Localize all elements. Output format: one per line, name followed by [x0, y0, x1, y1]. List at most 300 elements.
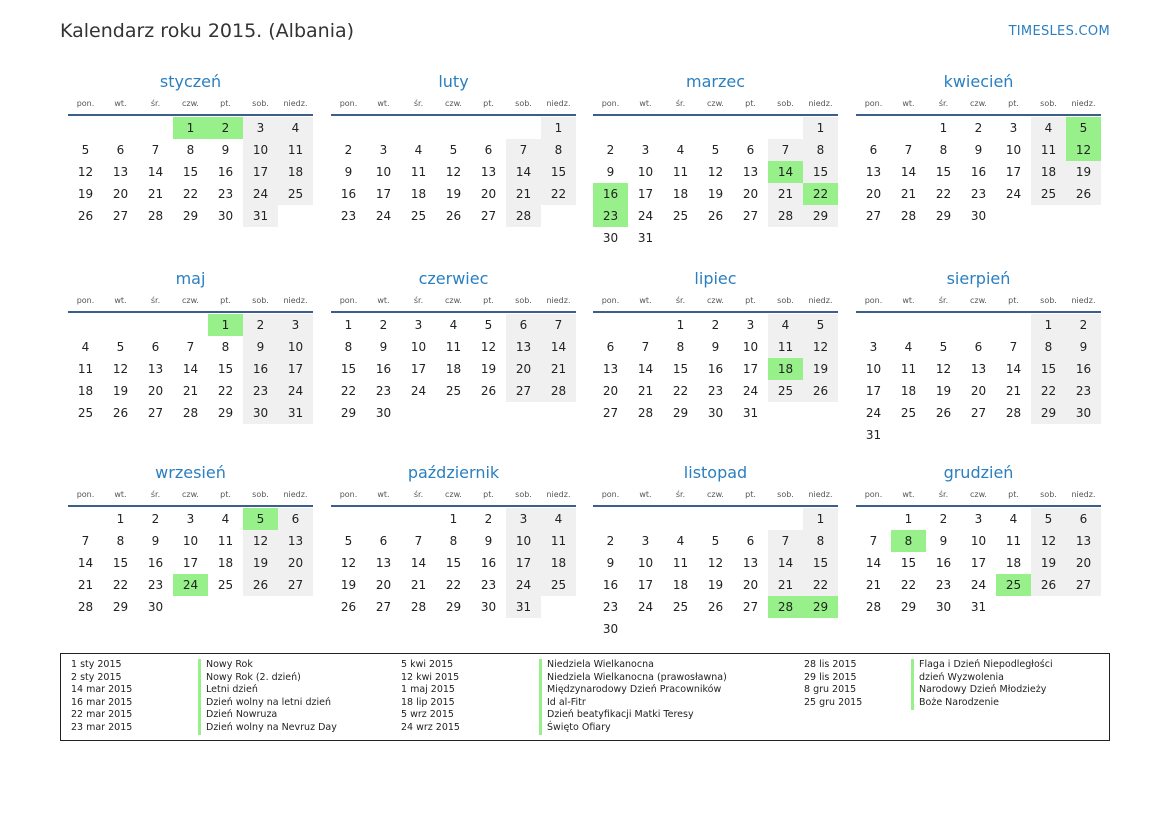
- day-cell: 4: [81, 340, 90, 354]
- weekday-label: wt.: [902, 490, 915, 499]
- day-cell: 30: [970, 209, 987, 223]
- empty-cell: [856, 508, 891, 530]
- weekday-label: pt.: [1008, 296, 1019, 305]
- day-cell: 26: [1031, 574, 1066, 596]
- day-cell: 17: [637, 187, 654, 201]
- legend-date: 12 kwi 2015: [401, 671, 460, 683]
- day-cell: 28: [410, 600, 427, 614]
- day-cell: 2: [379, 318, 388, 332]
- empty-cell: [961, 314, 996, 336]
- day-cell: 21: [410, 578, 427, 592]
- day-cell: 19: [112, 384, 129, 398]
- day-cell: 10: [278, 336, 313, 358]
- legend-holiday-name: dzień Wyzwolenia: [919, 671, 1004, 683]
- month-block: [593, 463, 838, 640]
- day-cell: 13: [865, 165, 882, 179]
- empty-cell: [68, 117, 103, 139]
- day-cell: 16: [602, 578, 619, 592]
- day-cell: 14: [410, 556, 427, 570]
- day-cell: 3: [641, 143, 650, 157]
- day-grid: [68, 508, 313, 618]
- empty-cell: [733, 508, 768, 530]
- day-cell: 17: [243, 161, 278, 183]
- month-name: sierpień: [946, 269, 1011, 288]
- empty-cell: [593, 314, 628, 336]
- day-cell: 16: [147, 556, 164, 570]
- day-cell: 15: [803, 161, 838, 183]
- day-cell: 23: [375, 384, 392, 398]
- day-cell: 30: [147, 600, 164, 614]
- day-cell: 22: [900, 578, 917, 592]
- day-cell: 14: [182, 362, 199, 376]
- day-cell: 5: [81, 143, 90, 157]
- day-cell: 6: [606, 340, 615, 354]
- empty-cell: [663, 117, 698, 139]
- month-block: [68, 269, 313, 424]
- day-cell: 25: [217, 578, 234, 592]
- day-cell: 14: [506, 161, 541, 183]
- weekday-header: [593, 488, 838, 502]
- weekday-label: czw.: [445, 490, 462, 499]
- month-divider: [593, 114, 838, 116]
- month-name: kwiecień: [943, 72, 1014, 91]
- month-name: lipiec: [694, 269, 737, 288]
- day-cell: 25: [445, 384, 462, 398]
- day-cell: 29: [112, 600, 129, 614]
- day-cell: 5: [116, 340, 125, 354]
- weekday-label: pon.: [601, 296, 620, 305]
- day-cell: 23: [217, 187, 234, 201]
- weekday-header: [593, 97, 838, 111]
- day-cell: 25: [768, 380, 803, 402]
- day-cell: 4: [768, 314, 803, 336]
- weekday-label: niedz.: [283, 490, 308, 499]
- day-cell: 25: [278, 183, 313, 205]
- weekday-label: pt.: [1008, 490, 1019, 499]
- day-cell: 11: [217, 534, 234, 548]
- day-cell: 4: [221, 512, 230, 526]
- legend-date: 24 wrz 2015: [401, 721, 460, 733]
- empty-cell: [138, 117, 173, 139]
- day-cell: 22: [935, 187, 952, 201]
- legend-dates-col-2: [401, 659, 460, 735]
- legend-date: 8 gru 2015: [804, 684, 857, 696]
- holiday-day-cell: 22: [803, 183, 838, 205]
- day-cell: 18: [672, 187, 689, 201]
- day-cell: 20: [480, 187, 497, 201]
- empty-cell: [593, 508, 628, 530]
- day-cell: 31: [278, 402, 313, 424]
- day-cell: 10: [1005, 143, 1022, 157]
- day-cell: 11: [768, 336, 803, 358]
- day-cell: 1: [344, 318, 353, 332]
- day-cell: 22: [445, 578, 462, 592]
- day-cell: 2: [151, 512, 160, 526]
- month-divider: [856, 114, 1101, 116]
- day-cell: 25: [77, 406, 94, 420]
- day-cell: 20: [742, 578, 759, 592]
- day-cell: 31: [865, 428, 882, 442]
- weekday-label: wt.: [902, 296, 915, 305]
- day-cell: 15: [340, 362, 357, 376]
- day-cell: 6: [746, 143, 755, 157]
- day-cell: 18: [672, 578, 689, 592]
- day-cell: 26: [1066, 183, 1101, 205]
- empty-cell: [891, 117, 926, 139]
- day-cell: 15: [112, 556, 129, 570]
- weekday-label: pt.: [483, 296, 494, 305]
- weekday-label: śr.: [150, 296, 161, 305]
- weekday-label: sob.: [252, 490, 269, 499]
- day-cell: 5: [803, 314, 838, 336]
- day-cell: 7: [768, 139, 803, 161]
- day-cell: 12: [480, 340, 497, 354]
- day-cell: 1: [116, 512, 125, 526]
- empty-cell: [698, 508, 733, 530]
- month-block: [856, 269, 1101, 446]
- day-cell: 4: [676, 534, 685, 548]
- holiday-day-cell: 5: [1066, 117, 1101, 139]
- weekday-header: [856, 294, 1101, 308]
- day-cell: 15: [803, 552, 838, 574]
- day-cell: 11: [410, 165, 427, 179]
- weekday-label: pon.: [76, 296, 95, 305]
- day-cell: 27: [742, 600, 759, 614]
- day-cell: 5: [344, 534, 353, 548]
- holiday-day-cell: 16: [593, 183, 628, 205]
- empty-cell: [103, 314, 138, 336]
- day-cell: 7: [641, 340, 650, 354]
- weekday-label: czw.: [707, 296, 724, 305]
- empty-cell: [401, 508, 436, 530]
- day-cell: 8: [449, 534, 458, 548]
- day-cell: 5: [1031, 508, 1066, 530]
- month-block: [68, 72, 313, 227]
- day-cell: 30: [243, 402, 278, 424]
- day-cell: 21: [182, 384, 199, 398]
- day-cell: 24: [970, 578, 987, 592]
- day-cell: 24: [637, 600, 654, 614]
- weekday-label: sob.: [777, 296, 794, 305]
- weekday-label: pt.: [220, 490, 231, 499]
- legend-holiday-name: Niedziela Wielkanocna (prawosławna): [547, 671, 727, 683]
- weekday-header: [68, 97, 313, 111]
- holiday-day-cell: 1: [208, 314, 243, 336]
- holiday-day-cell: 5: [243, 508, 278, 530]
- legend-marker-bar: [198, 659, 201, 735]
- day-cell: 16: [217, 165, 234, 179]
- weekday-label: czw.: [445, 99, 462, 108]
- day-cell: 22: [1031, 380, 1066, 402]
- weekday-label: pt.: [483, 490, 494, 499]
- day-cell: 8: [116, 534, 125, 548]
- weekday-label: niedz.: [546, 490, 571, 499]
- day-cell: 27: [865, 209, 882, 223]
- weekday-label: sob.: [515, 490, 532, 499]
- day-cell: 6: [869, 143, 878, 157]
- day-grid: [68, 117, 313, 227]
- weekday-label: niedz.: [1071, 296, 1096, 305]
- legend-date: 25 gru 2015: [804, 696, 863, 708]
- weekday-label: sob.: [777, 99, 794, 108]
- day-cell: 9: [379, 340, 388, 354]
- day-cell: 14: [77, 556, 94, 570]
- day-cell: 20: [147, 384, 164, 398]
- day-cell: 19: [243, 552, 278, 574]
- day-cell: 7: [81, 534, 90, 548]
- day-grid: [593, 117, 838, 249]
- day-cell: 9: [606, 165, 615, 179]
- day-cell: 20: [602, 384, 619, 398]
- day-cell: 9: [939, 534, 948, 548]
- day-cell: 18: [410, 187, 427, 201]
- day-cell: 26: [803, 380, 838, 402]
- empty-cell: [628, 508, 663, 530]
- month-block: [593, 72, 838, 249]
- weekday-label: śr.: [938, 99, 949, 108]
- day-grid: [856, 508, 1101, 618]
- day-grid: [68, 314, 313, 424]
- holiday-day-cell: 18: [768, 358, 803, 380]
- weekday-label: śr.: [675, 490, 686, 499]
- day-cell: 30: [707, 406, 724, 420]
- legend-holiday-name: Nowy Rok (2. dzień): [206, 671, 301, 683]
- day-cell: 28: [506, 205, 541, 227]
- month-name: listopad: [683, 463, 748, 482]
- weekday-label: sob.: [1040, 296, 1057, 305]
- day-grid: [593, 508, 838, 640]
- legend-names-col-2: [547, 659, 727, 735]
- day-cell: 28: [900, 209, 917, 223]
- month-divider: [68, 311, 313, 313]
- day-cell: 19: [1066, 161, 1101, 183]
- weekday-label: śr.: [938, 490, 949, 499]
- day-cell: 13: [480, 165, 497, 179]
- day-cell: 24: [410, 384, 427, 398]
- weekday-label: pon.: [864, 296, 883, 305]
- legend-date: 29 lis 2015: [804, 671, 857, 683]
- weekday-label: niedz.: [808, 296, 833, 305]
- day-cell: 21: [865, 578, 882, 592]
- day-cell: 29: [935, 209, 952, 223]
- weekday-label: pon.: [76, 99, 95, 108]
- day-cell: 9: [344, 165, 353, 179]
- day-cell: 30: [217, 209, 234, 223]
- day-cell: 25: [900, 406, 917, 420]
- legend-holiday-name: Id al-Fitr: [547, 696, 586, 708]
- weekday-label: śr.: [150, 490, 161, 499]
- month-divider: [331, 311, 576, 313]
- weekday-label: niedz.: [808, 490, 833, 499]
- day-cell: 3: [186, 512, 195, 526]
- legend-holiday-name: Dzień beatyfikacji Matki Teresy: [547, 709, 694, 721]
- weekday-label: sob.: [1040, 490, 1057, 499]
- month-name: grudzień: [943, 463, 1014, 482]
- legend-date: 1 sty 2015: [71, 659, 122, 670]
- day-cell: 24: [865, 406, 882, 420]
- day-cell: 11: [445, 340, 462, 354]
- legend-date: 18 lip 2015: [401, 696, 455, 708]
- day-cell: 23: [707, 384, 724, 398]
- day-cell: 14: [865, 556, 882, 570]
- weekday-label: wt.: [114, 296, 127, 305]
- day-cell: 6: [1066, 508, 1101, 530]
- day-cell: 10: [865, 362, 882, 376]
- day-cell: 28: [768, 205, 803, 227]
- day-cell: 12: [112, 362, 129, 376]
- day-cell: 18: [77, 384, 94, 398]
- day-cell: 19: [803, 358, 838, 380]
- weekday-label: czw.: [182, 490, 199, 499]
- page-title: Kalendarz roku 2015. (Albania): [60, 20, 355, 42]
- empty-cell: [628, 117, 663, 139]
- weekday-label: sob.: [1040, 99, 1057, 108]
- empty-cell: [856, 117, 891, 139]
- day-cell: 25: [672, 209, 689, 223]
- weekday-label: sob.: [515, 99, 532, 108]
- day-cell: 2: [606, 143, 615, 157]
- day-cell: 20: [506, 358, 541, 380]
- empty-cell: [401, 117, 436, 139]
- day-cell: 6: [974, 340, 983, 354]
- month-block: [856, 463, 1101, 618]
- weekday-label: wt.: [114, 490, 127, 499]
- weekday-label: pon.: [864, 490, 883, 499]
- day-cell: 27: [1066, 574, 1101, 596]
- weekday-label: pt.: [483, 99, 494, 108]
- day-cell: 25: [1031, 183, 1066, 205]
- day-cell: 21: [147, 187, 164, 201]
- day-cell: 20: [375, 578, 392, 592]
- day-cell: 22: [182, 187, 199, 201]
- day-cell: 5: [484, 318, 493, 332]
- day-cell: 16: [243, 358, 278, 380]
- legend-holiday-name: Letni dzień: [206, 684, 258, 696]
- brand-link[interactable]: TIMESLES.COM: [1008, 24, 1110, 39]
- weekday-label: pon.: [339, 296, 358, 305]
- day-cell: 23: [602, 600, 619, 614]
- day-cell: 26: [112, 406, 129, 420]
- legend-holiday-name: Nowy Rok: [206, 659, 253, 670]
- day-cell: 4: [541, 508, 576, 530]
- day-cell: 9: [243, 336, 278, 358]
- day-cell: 29: [900, 600, 917, 614]
- day-cell: 30: [375, 406, 392, 420]
- day-cell: 23: [970, 187, 987, 201]
- day-cell: 31: [243, 205, 278, 227]
- month-name: maj: [175, 269, 206, 288]
- day-cell: 28: [147, 209, 164, 223]
- month-block: [593, 269, 838, 424]
- weekday-label: śr.: [413, 99, 424, 108]
- month-divider: [331, 505, 576, 507]
- holiday-day-cell: 29: [803, 596, 838, 618]
- legend-date: 1 maj 2015: [401, 684, 455, 696]
- legend-date: 16 mar 2015: [71, 696, 133, 708]
- empty-cell: [856, 314, 891, 336]
- day-cell: 12: [243, 530, 278, 552]
- day-cell: 6: [506, 314, 541, 336]
- day-cell: 13: [742, 165, 759, 179]
- day-cell: 4: [904, 340, 913, 354]
- day-cell: 1: [939, 121, 948, 135]
- day-cell: 7: [1009, 340, 1018, 354]
- day-cell: 9: [974, 143, 983, 157]
- day-cell: 16: [970, 165, 987, 179]
- day-cell: 15: [445, 556, 462, 570]
- day-cell: 27: [480, 209, 497, 223]
- weekday-label: wt.: [377, 296, 390, 305]
- legend-holiday-name: Międzynarodowy Dzień Pracowników: [547, 684, 722, 696]
- day-cell: 22: [803, 574, 838, 596]
- day-cell: 20: [112, 187, 129, 201]
- legend-holiday-name: Dzień wolny na Nevruz Day: [206, 721, 337, 733]
- day-grid: [856, 117, 1101, 227]
- day-cell: 8: [1031, 336, 1066, 358]
- day-cell: 2: [243, 314, 278, 336]
- day-cell: 3: [243, 117, 278, 139]
- day-grid: [331, 508, 576, 618]
- day-cell: 19: [935, 384, 952, 398]
- day-cell: 16: [375, 362, 392, 376]
- weekday-label: śr.: [938, 296, 949, 305]
- month-block: [331, 463, 576, 618]
- day-cell: 17: [375, 187, 392, 201]
- day-cell: 22: [112, 578, 129, 592]
- day-cell: 1: [803, 508, 838, 530]
- empty-cell: [926, 314, 961, 336]
- empty-cell: [436, 117, 471, 139]
- day-cell: 13: [278, 530, 313, 552]
- day-cell: 17: [278, 358, 313, 380]
- holiday-legend: [60, 653, 1110, 741]
- day-cell: 6: [116, 143, 125, 157]
- weekday-label: niedz.: [1071, 490, 1096, 499]
- holiday-day-cell: 12: [1066, 139, 1101, 161]
- weekday-label: śr.: [675, 99, 686, 108]
- day-cell: 10: [637, 556, 654, 570]
- holiday-day-cell: 1: [173, 117, 208, 139]
- day-cell: 10: [410, 340, 427, 354]
- day-cell: 5: [711, 534, 720, 548]
- day-cell: 9: [1066, 336, 1101, 358]
- day-cell: 29: [182, 209, 199, 223]
- day-cell: 24: [243, 183, 278, 205]
- day-cell: 14: [541, 336, 576, 358]
- day-cell: 7: [186, 340, 195, 354]
- legend-dates-col-1: [71, 659, 132, 735]
- empty-cell: [663, 508, 698, 530]
- weekday-header: [331, 488, 576, 502]
- weekday-header: [331, 294, 576, 308]
- day-cell: 15: [217, 362, 234, 376]
- day-cell: 22: [340, 384, 357, 398]
- day-cell: 19: [480, 362, 497, 376]
- legend-date: 28 lis 2015: [804, 659, 857, 670]
- day-cell: 20: [970, 384, 987, 398]
- holiday-day-cell: 2: [208, 117, 243, 139]
- day-cell: 23: [935, 578, 952, 592]
- day-cell: 10: [970, 534, 987, 548]
- legend-names-col-1: [206, 659, 337, 735]
- day-cell: 3: [278, 314, 313, 336]
- day-cell: 6: [151, 340, 160, 354]
- legend-holiday-name: Dzień wolny na letni dzień: [206, 696, 331, 708]
- day-cell: 16: [480, 556, 497, 570]
- day-grid: [856, 314, 1101, 446]
- month-name: czerwiec: [418, 269, 489, 288]
- day-cell: 11: [1031, 139, 1066, 161]
